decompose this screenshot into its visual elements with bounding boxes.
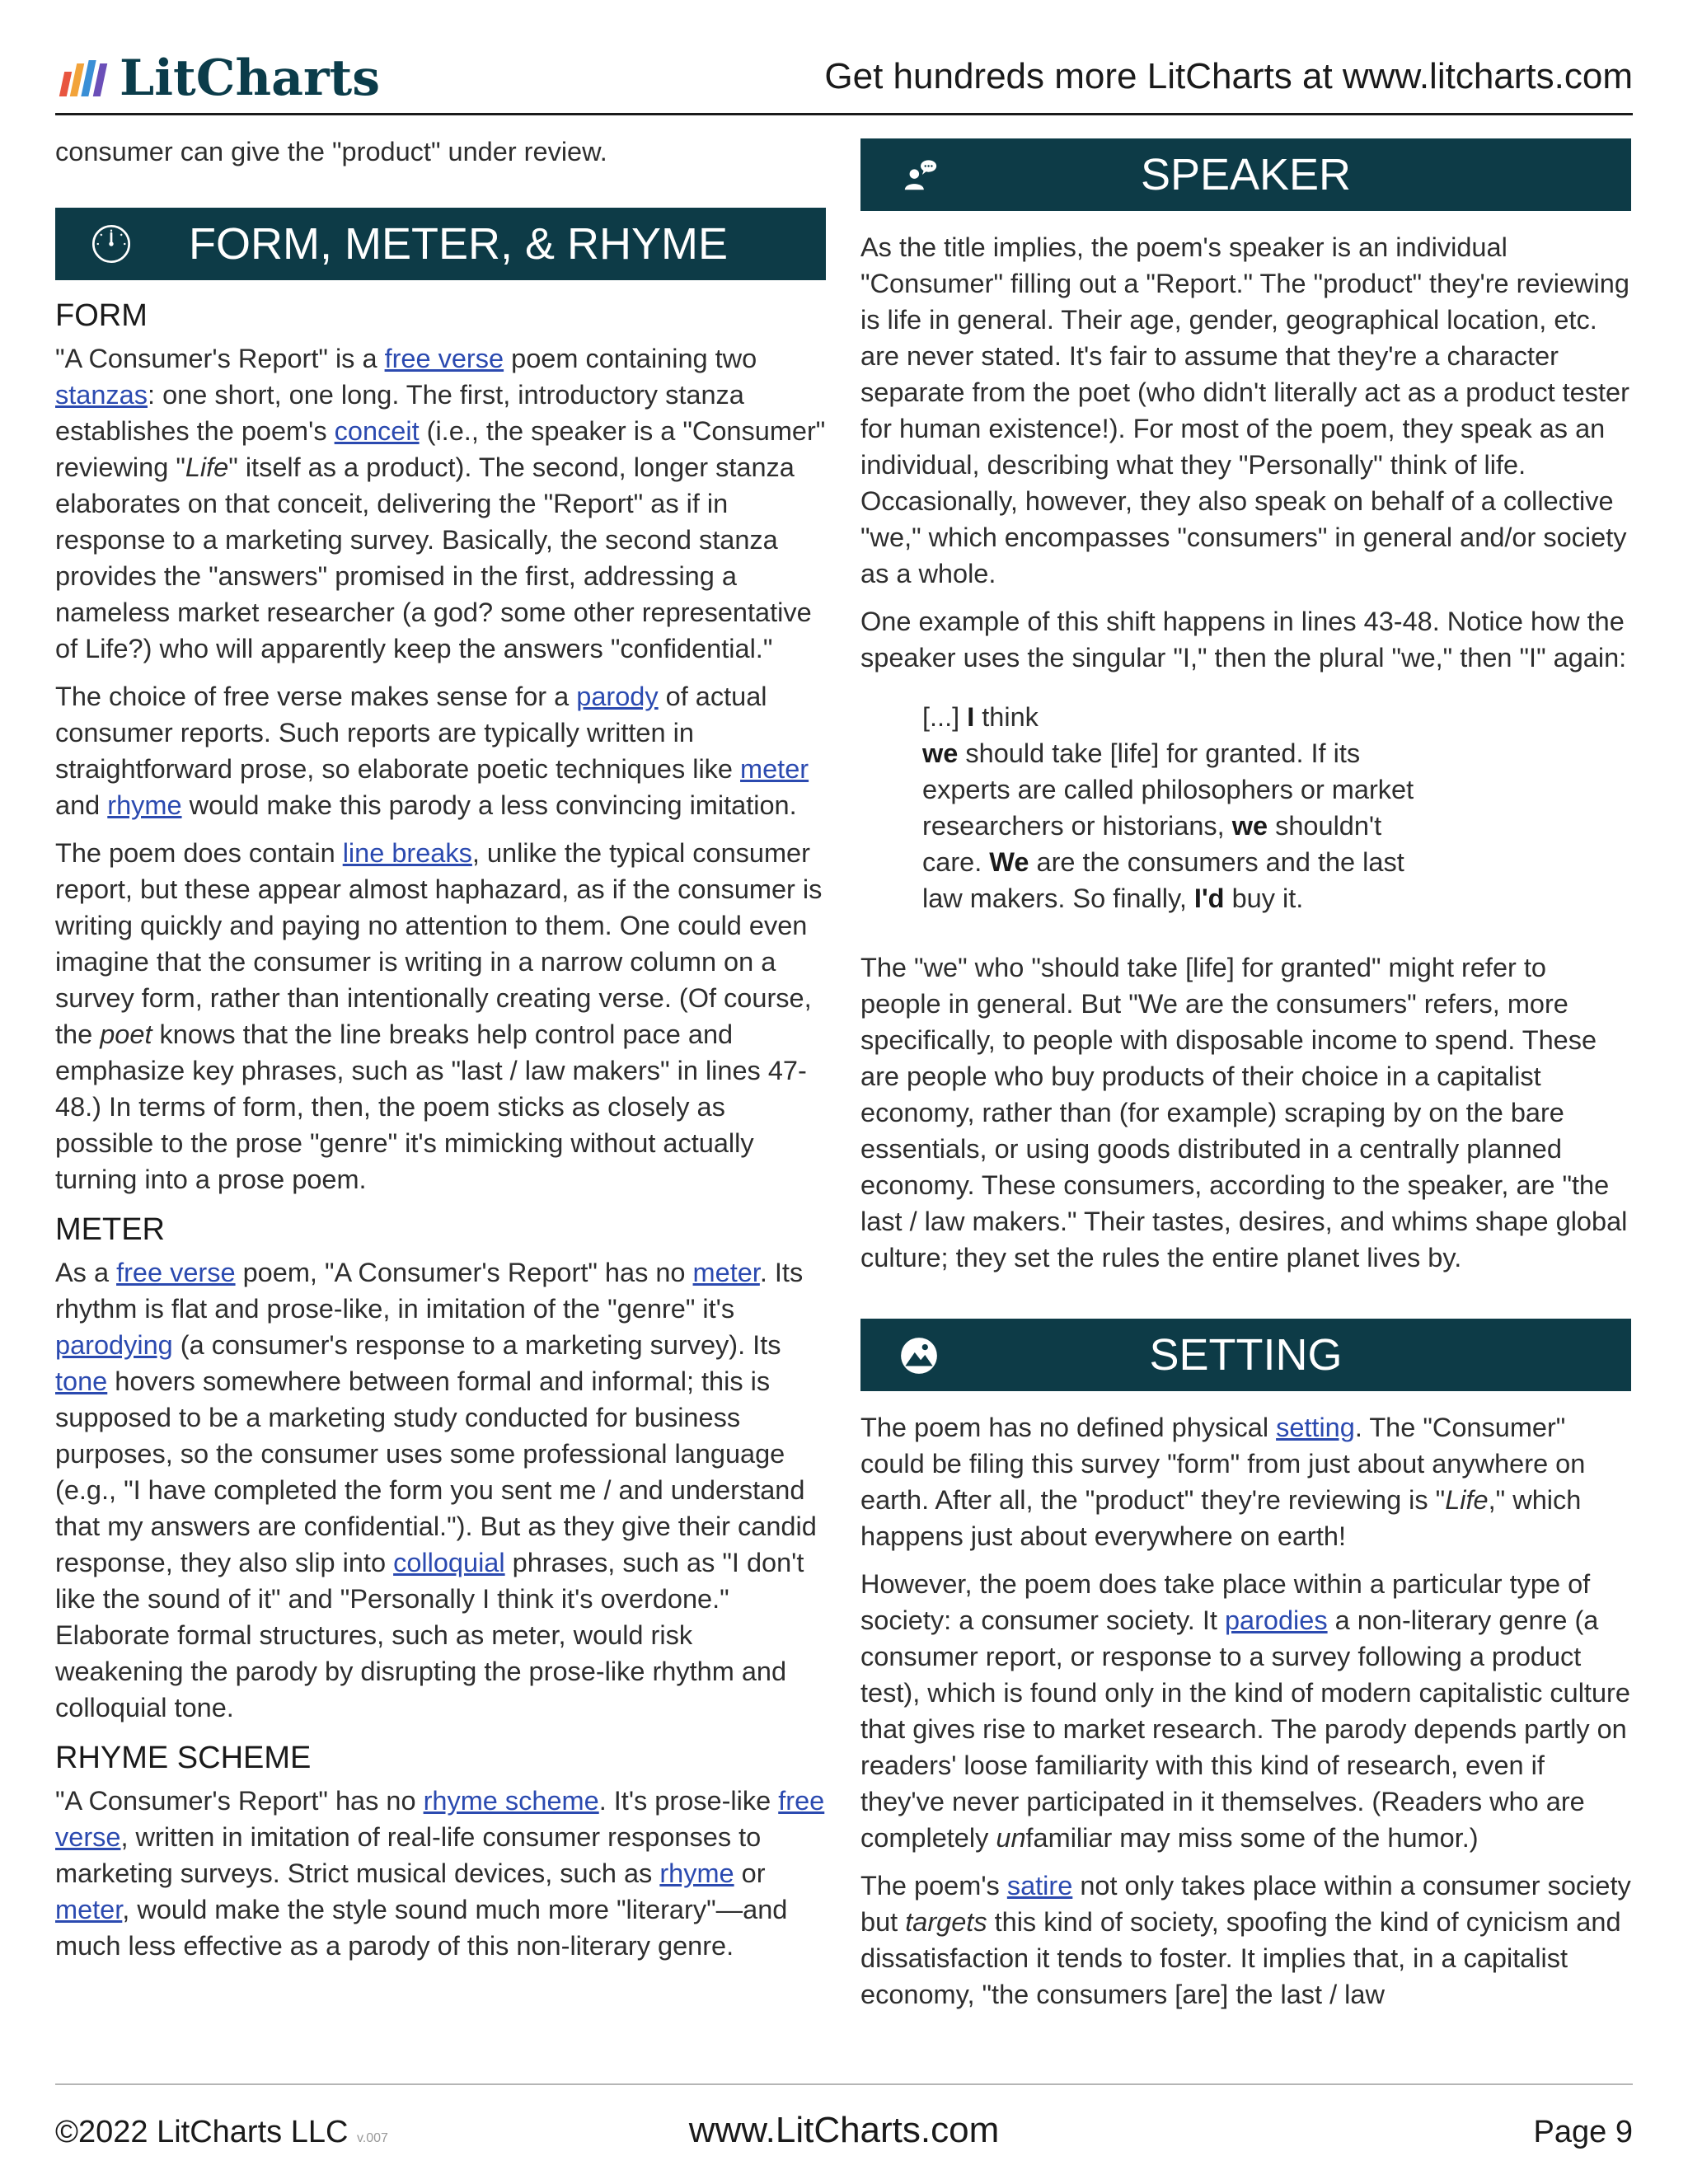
section-title: SPEAKER — [1140, 150, 1352, 199]
text: "A Consumer's Report" has no — [55, 1786, 424, 1816]
emphasis: Life — [185, 452, 229, 482]
speaker-paragraph-3: The "we" who "should take [life] for granted" might refer to people in general. But "We are the consumers" refers, more specifically, to people with disposable income to spend. These are people who buy products of their choice in a capitalist economy, rather than (for example) scraping by on the bare essentials, or using goods distributed in a centrally planned economy. These consumers, according to the speaker, are "the last / law makers." Their tastes, desires, and whims shape global culture; they set the rules the entire planet lives by. — [860, 953, 1628, 1272]
parodies-link[interactable]: parodies — [1224, 1605, 1328, 1635]
rhyme-scheme-link[interactable]: rhyme scheme — [423, 1786, 599, 1816]
text: poem containing two — [504, 344, 757, 373]
tone-link[interactable]: tone — [55, 1366, 108, 1396]
right-column — [860, 134, 1631, 2024]
bold-word: I — [967, 702, 975, 732]
form-meter-rhyme-header — [55, 208, 826, 280]
footer-divider — [55, 2083, 1633, 2085]
bold-word: we — [922, 738, 959, 768]
text: poem, "A Consumer's Report" has no — [235, 1258, 693, 1287]
copyright-text: ©2022 LitCharts LLC — [55, 2115, 349, 2149]
text: . The "Consumer" could be filing this survey "form" from just about anywhere on earth. After all, the "product" they're reviewing is " — [860, 1413, 1586, 1515]
text: familiar may miss some of the humor.) — [1025, 1823, 1479, 1853]
left-column — [55, 134, 826, 1975]
free-verse-link[interactable]: free verse — [384, 344, 504, 373]
text: shouldn't — [1268, 811, 1382, 841]
text: "A Consumer's Report" is a — [55, 344, 385, 373]
quote-line: experts are called philosophers or market — [922, 775, 1414, 804]
quote-line — [922, 699, 1631, 735]
text: buy it. — [1224, 883, 1304, 913]
text: think — [974, 702, 1039, 732]
quote-line — [922, 880, 1631, 916]
parodying-link[interactable]: parodying — [55, 1330, 173, 1360]
form-paragraph-2 — [55, 678, 826, 823]
form-heading: FORM — [55, 298, 148, 333]
text: The poem has no defined physical — [860, 1413, 1277, 1442]
form-paragraph-1 — [55, 340, 826, 667]
section-title: SETTING — [1149, 1330, 1343, 1380]
form-paragraph-3 — [55, 835, 826, 1197]
rhyme-paragraph-1 — [55, 1783, 826, 1964]
bold-word: We — [989, 847, 1029, 877]
page-header — [55, 48, 1633, 115]
text: ," which happens just about everywhere on earth! — [860, 1485, 1582, 1551]
colloquial-link[interactable]: colloquial — [393, 1548, 505, 1577]
text: phrases, such as "I don't like the sound of it" and "Personally I think it's overdone." Elaborate formal structures, such as meter, would risk weakening the parody by disrupting the prose-like rhythm and colloquial tone. — [55, 1548, 804, 1722]
text: (i.e., the speaker is a "Consumer" reviewing " — [55, 416, 826, 482]
emphasis: Life — [1445, 1485, 1489, 1515]
litcharts-logo[interactable] — [62, 51, 380, 105]
meter-gauge-icon — [90, 223, 133, 265]
text: , written in imitation of real-life consumer responses to marketing surveys. Strict musical devices, such as — [55, 1822, 762, 1888]
intro-fragment: consumer can give the "product" under review. — [55, 137, 607, 166]
rhyme-link[interactable]: rhyme — [659, 1858, 734, 1888]
text: hovers somewhere between formal and informal; this is supposed to be a marketing study conducted for business purposes, so the consumer uses some professional language (e.g., "I have completed the form you sent me / and understand that my answers are confidential."). But as they give their candid response, they also slip into — [55, 1366, 817, 1577]
bold-word: we — [1231, 811, 1268, 841]
text: , unlike the typical consumer report, but these appear almost haphazard, as if the consumer is writing quickly and paying no attention to them. One could even imagine that the consumer is writing in a narrow column on a survey form, rather than intentionally creating verse. (Of course, the — [55, 838, 823, 1049]
text: researchers or historians, — [922, 811, 1232, 841]
footer-site-link[interactable]: www.LitCharts.com — [688, 2110, 1000, 2150]
page-number: Page 9 — [1533, 2115, 1633, 2149]
text: [...] — [922, 702, 968, 732]
quote-line — [922, 735, 1631, 771]
setting-paragraph-3 — [860, 1868, 1631, 2013]
section-title: FORM, METER, & RHYME — [189, 219, 729, 269]
emphasis: targets — [905, 1907, 987, 1937]
text: The choice of free verse makes sense for a — [55, 682, 577, 711]
text: this kind of society, spoofing the kind of cynicism and dissatisfaction it tends to foster. It implies that, in a capitalist economy, "the consumers [are] the last / law — [860, 1907, 1621, 2009]
stanzas-link[interactable]: stanzas — [55, 380, 148, 410]
meter-heading: METER — [55, 1212, 165, 1247]
text: The poem's — [860, 1871, 1007, 1900]
text: law makers. So finally, — [922, 883, 1194, 913]
line-breaks-link[interactable]: line breaks — [342, 838, 472, 868]
logo-bars-icon — [62, 60, 108, 96]
text: However, the poem does take place within a particular type of society: a consumer society. It — [860, 1569, 1591, 1635]
quote-line — [922, 844, 1631, 880]
meter-paragraph-1 — [55, 1254, 826, 1726]
text: should take [life] for granted. If its — [958, 738, 1361, 768]
header-tagline[interactable]: Get hundreds more LitCharts at www.litcharts.com — [824, 56, 1633, 96]
text: , would make the style sound much more "literary"—and much less effective as a parody of this non-literary genre. — [55, 1895, 788, 1961]
satire-link[interactable]: satire — [1006, 1871, 1073, 1900]
text: " itself as a product). The second, longer stanza elaborates on that conceit, delivering the "Report" as if in response to a marketing survey. Basically, the second stanza provides the "answers" promised in the first, addressing a nameless market researcher (a god? some other representative of Life?) who will apparently keep the answers "confidential." — [55, 452, 812, 663]
logo-text: LitCharts — [120, 49, 381, 107]
text: As a — [55, 1258, 117, 1287]
footer-copyright — [55, 2115, 388, 2150]
text: not only takes place within a consumer society but — [860, 1871, 1631, 1937]
poem-quote — [922, 699, 1631, 916]
meter-link[interactable]: meter — [55, 1895, 123, 1924]
setting-link[interactable]: setting — [1276, 1413, 1355, 1442]
setting-header — [860, 1319, 1631, 1391]
meter-link[interactable]: meter — [740, 754, 809, 784]
text: are the consumers and the last — [1029, 847, 1404, 877]
meter-link[interactable]: meter — [692, 1258, 760, 1287]
emphasis: un — [996, 1823, 1026, 1853]
text: . It's prose-like — [598, 1786, 779, 1816]
text: The poem does contain — [55, 838, 343, 868]
rhyme-link[interactable]: rhyme — [107, 790, 182, 820]
conceit-link[interactable]: conceit — [334, 416, 420, 446]
version-label: v.007 — [356, 2131, 388, 2145]
speaker-paragraph-2: One example of this shift happens in lines 43-48. Notice how the speaker uses the singular "I," then the plural "we," then "I" again: — [860, 607, 1627, 673]
setting-paragraph-1 — [860, 1409, 1631, 1554]
text: (a consumer's response to a marketing survey). Its — [172, 1330, 781, 1360]
text: and — [55, 790, 108, 820]
text: or — [734, 1858, 766, 1888]
speaker-header — [860, 138, 1631, 211]
text: knows that the line breaks help control pace and emphasize key phrases, such as "last / law makers" in lines 47-48.) In terms of form, then, the poem sticks as closely as possible to the prose "genre" it's mimicking without actually turning into a prose poem. — [55, 1019, 807, 1194]
rhyme-scheme-heading: RHYME SCHEME — [55, 1741, 312, 1775]
speaker-paragraph-1: As the title implies, the poem's speaker is an individual "Consumer" filling out a "Report." The "product" they're reviewing is life in general. Their age, gender, geographical location, etc. are never stated. It's fair to assume that they're a character separate from the poet (who didn't literally act as a product tester for human existence!). For most of the poem, they speak as an individual, describing what they "Personally" think of life. Occasionally, however, they also speak on behalf of a collective "we," which encompasses "consumers" in general and/or society as a whole. — [860, 232, 1629, 588]
bold-word: I'd — [1193, 883, 1225, 913]
text: care. — [922, 847, 990, 877]
quote-line — [922, 808, 1631, 844]
text: a non-literary genre (a consumer report, or response to a survey following a product test), which is found only in the kind of modern capitalistic culture that gives rise to market research. The parody depends partly on readers' loose familiarity with this kind of research, even if they've never participated in it themselves. (Readers who are completely — [860, 1605, 1630, 1853]
text: . Its rhythm is flat and prose-like, in imitation of the "genre" it's — [55, 1258, 804, 1324]
free-verse-link[interactable]: free verse — [116, 1258, 236, 1287]
setting-paragraph-2 — [860, 1566, 1631, 1856]
emphasis: poet — [100, 1019, 152, 1049]
free-verse-link[interactable]: free verse — [55, 1786, 825, 1852]
text: of actual consumer reports. Such reports are typically written in straightforward prose, so elaborate poetic techniques like — [55, 682, 767, 784]
text: would make this parody a less convincing imitation. — [181, 790, 797, 820]
parody-link[interactable]: parody — [576, 682, 659, 711]
text: : one short, one long. The first, introductory stanza establishes the poem's — [55, 380, 744, 446]
